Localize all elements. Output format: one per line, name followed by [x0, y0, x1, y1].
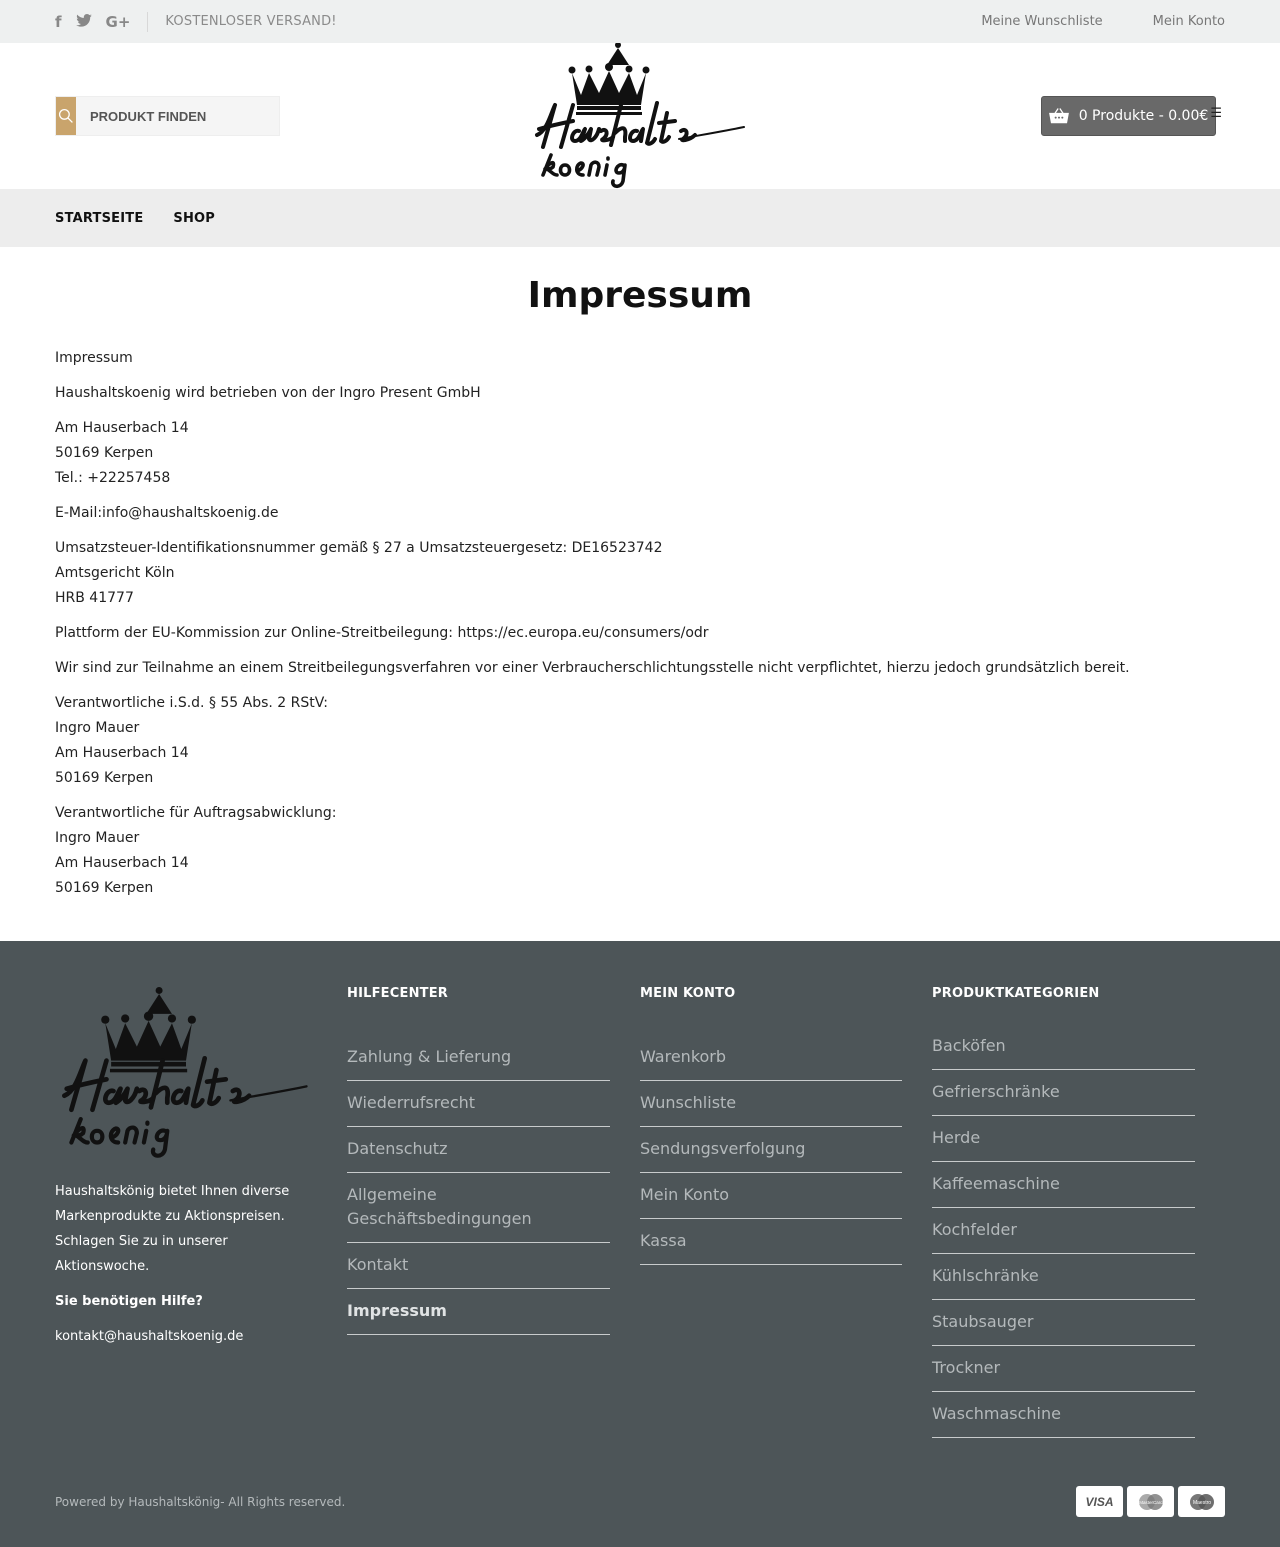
footer-link[interactable]: Mein Konto	[640, 1173, 902, 1219]
visa-icon: VISA	[1076, 1486, 1123, 1517]
footer-link[interactable]: Kaffeemaschine	[932, 1162, 1195, 1208]
footer-produktkategorien	[932, 986, 1195, 1438]
footer-link[interactable]: Wunschliste	[640, 1081, 902, 1127]
impressum-line: HRB 41777	[55, 590, 134, 606]
impressum-line: Verantwortliche für Auftragsabwicklung:	[55, 805, 337, 821]
wishlist-link[interactable]: Meine Wunschliste	[981, 14, 1103, 29]
footer-description: Haushaltskönig bietet Ihnen diverse Markenprodukte zu Aktionspreisen. Schlagen Sie zu in unserer Aktionswoche.	[55, 1184, 290, 1274]
google-plus-icon[interactable]: G+	[105, 12, 131, 31]
impressum-line: Haushaltskoenig wird betrieben von der Ingro Present GmbH	[55, 385, 481, 401]
footer-link[interactable]: Wiederrufsrecht	[347, 1081, 610, 1127]
impressum-line: Am Hauserbach 14	[55, 745, 189, 761]
impressum-line: Wir sind zur Teilnahme an einem Streitbeilegungsverfahren vor einer Verbraucherschlichtungsstelle nicht verpflichtet, hierzu jedoch grundsätzlich bereit.	[55, 660, 1130, 676]
impressum-paragraph	[55, 416, 1225, 491]
footer-link[interactable]: Kassa	[640, 1219, 902, 1265]
cart-summary: 0 Produkte - 0.00€	[1078, 108, 1209, 124]
footer-link[interactable]: Allgemeine Geschäftsbedingungen	[347, 1173, 610, 1243]
top-bar	[0, 0, 1280, 43]
impressum-text	[55, 346, 1225, 901]
basket-icon	[1049, 108, 1069, 124]
impressum-line: Ingro Mauer	[55, 720, 140, 736]
footer-logo[interactable]	[55, 986, 317, 1161]
impressum-paragraph	[55, 381, 1225, 406]
maestro-icon	[1178, 1486, 1225, 1517]
impressum-line: 50169 Kerpen	[55, 880, 154, 896]
payment-methods	[1076, 1486, 1225, 1517]
copyright: Powered by Haushaltskönig- All Rights reserved.	[55, 1494, 346, 1509]
impressum-paragraph	[55, 691, 1225, 791]
page-title: Impressum	[527, 275, 753, 316]
footer	[0, 941, 1280, 1547]
main-content	[0, 247, 1280, 941]
footer-link[interactable]: Datenschutz	[347, 1127, 610, 1173]
footer-heading: PRODUKTKATEGORIEN	[932, 986, 1100, 1001]
search-box	[55, 96, 280, 136]
footer-heading: MEIN KONTO	[640, 986, 736, 1001]
impressum-line: Am Hauserbach 14	[55, 855, 189, 871]
facebook-icon[interactable]: f	[55, 12, 62, 31]
svg-text:MasterCard: MasterCard	[1138, 1499, 1163, 1505]
footer-link[interactable]: Staubsauger	[932, 1300, 1195, 1346]
search-icon	[58, 108, 74, 124]
impressum-line: Impressum	[55, 350, 133, 366]
mastercard-icon	[1127, 1486, 1174, 1517]
my-account-link[interactable]: Mein Konto	[1152, 14, 1225, 29]
impressum-line: Amtsgericht Köln	[55, 565, 175, 581]
footer-link[interactable]: Sendungsverfolgung	[640, 1127, 902, 1173]
footer-link[interactable]: Impressum	[347, 1289, 610, 1335]
footer-link-list	[640, 1035, 902, 1265]
help-email-link[interactable]: kontakt@haushaltskoenig.de	[55, 1329, 244, 1344]
footer-link-list	[932, 1024, 1195, 1438]
impressum-paragraph	[55, 656, 1225, 681]
footer-link[interactable]: Warenkorb	[640, 1035, 902, 1081]
impressum-line: 50169 Kerpen	[55, 445, 154, 461]
site-logo[interactable]	[529, 43, 753, 189]
social-links	[55, 13, 130, 31]
footer-link[interactable]: Trockner	[932, 1346, 1195, 1392]
shipping-notice: KOSTENLOSER VERSAND!	[165, 14, 337, 29]
impressum-line: E-Mail:info@haushaltskoenig.de	[55, 505, 279, 521]
impressum-line: Am Hauserbach 14	[55, 420, 189, 436]
impressum-paragraph	[55, 621, 1225, 646]
footer-link[interactable]: Kontakt	[347, 1243, 610, 1289]
impressum-paragraph	[55, 346, 1225, 371]
main-navigation	[0, 189, 1280, 247]
footer-link[interactable]: Zahlung & Lieferung	[347, 1035, 610, 1081]
footer-link[interactable]: Kühlschränke	[932, 1254, 1195, 1300]
header	[0, 43, 1280, 189]
impressum-paragraph	[55, 801, 1225, 901]
hamburger-menu-icon[interactable]: ☰	[1210, 106, 1222, 121]
footer-heading: HILFECENTER	[347, 986, 449, 1001]
footer-mein-konto	[640, 986, 902, 1265]
svg-text:Maestro: Maestro	[1192, 1499, 1211, 1506]
search-input[interactable]	[76, 97, 279, 135]
impressum-line: 50169 Kerpen	[55, 770, 154, 786]
footer-link[interactable]: Waschmaschine	[932, 1392, 1195, 1438]
impressum-line: Tel.: +22257458	[55, 470, 171, 486]
impressum-line: Umsatzsteuer-Identifikationsnummer gemäß § 27 a Umsatzsteuergesetz: DE16523742	[55, 540, 663, 556]
impressum-line: Verantwortliche i.S.d. § 55 Abs. 2 RStV:	[55, 695, 328, 711]
cart-button[interactable]	[1041, 96, 1216, 136]
impressum-paragraph	[55, 501, 1225, 526]
footer-hilfecenter	[347, 986, 610, 1335]
search-button[interactable]	[56, 97, 76, 135]
footer-link[interactable]: Backöfen	[932, 1024, 1195, 1070]
footer-about	[55, 986, 317, 1349]
account-links	[981, 14, 1225, 29]
footer-bottom	[55, 1486, 1225, 1517]
impressum-line: Ingro Mauer	[55, 830, 140, 846]
footer-link[interactable]: Herde	[932, 1116, 1195, 1162]
help-title: Sie benötigen Hilfe?	[55, 1294, 203, 1309]
impressum-paragraph	[55, 536, 1225, 611]
footer-link-list	[347, 1035, 610, 1335]
nav-item-shop[interactable]: SHOP	[173, 210, 216, 226]
twitter-icon[interactable]	[76, 13, 92, 31]
topbar-divider	[147, 12, 148, 32]
footer-link[interactable]: Kochfelder	[932, 1208, 1195, 1254]
impressum-line: Plattform der EU-Kommission zur Online-Streitbeilegung: https://ec.europa.eu/consumers/odr	[55, 625, 709, 641]
footer-link[interactable]: Gefrierschränke	[932, 1070, 1195, 1116]
nav-item-startseite[interactable]: STARTSEITE	[55, 210, 144, 226]
